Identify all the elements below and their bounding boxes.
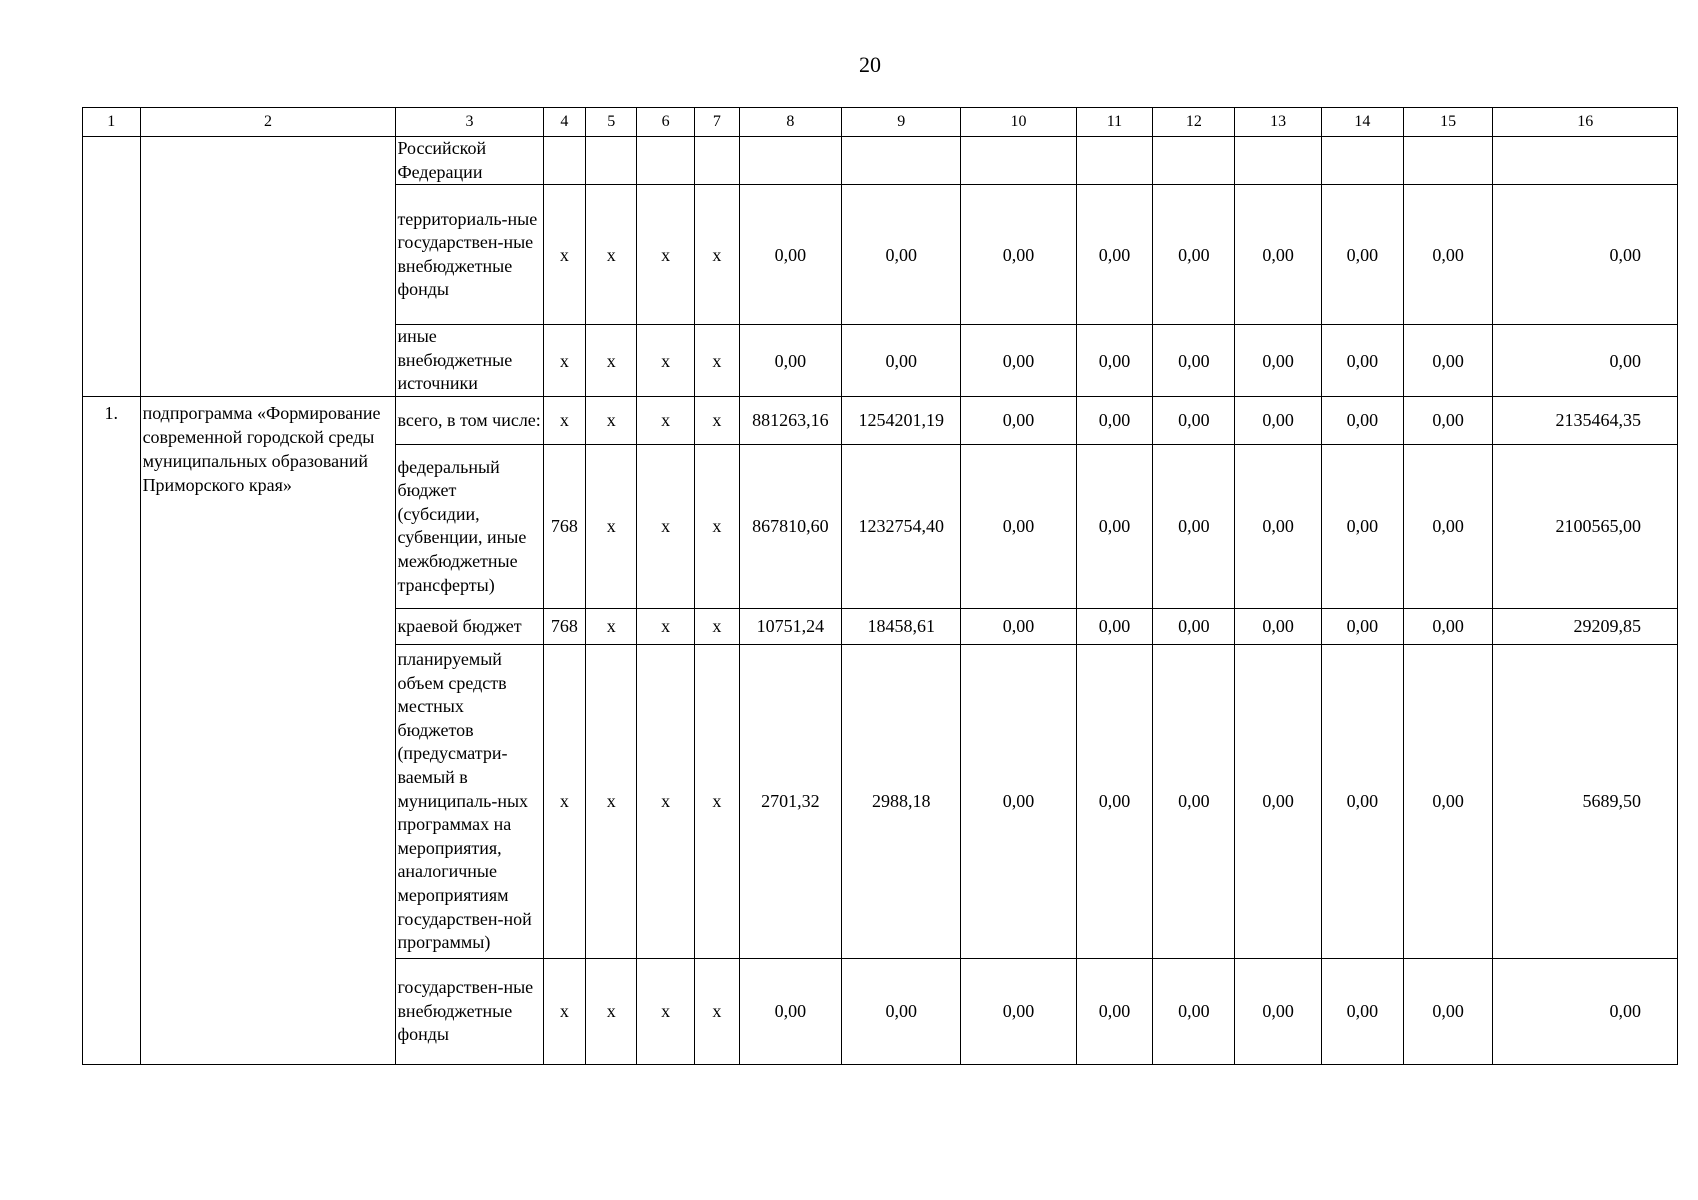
total-cell: 0,00: [1493, 185, 1678, 325]
column-number-5: 5: [586, 108, 637, 137]
value-cell: 0,00: [739, 185, 841, 325]
code-cell: x: [543, 396, 586, 444]
code-cell: x: [637, 325, 695, 397]
funding-source: государствен-ные внебюджетные фонды: [396, 958, 543, 1064]
value-cell: 0,00: [1076, 958, 1153, 1064]
code-cell: x: [694, 958, 739, 1064]
value-cell: 0,00: [1076, 396, 1153, 444]
value-cell: 0,00: [739, 958, 841, 1064]
value-cell: 0,00: [1321, 185, 1403, 325]
value-cell: [1403, 137, 1493, 185]
total-cell: 29209,85: [1493, 608, 1678, 644]
column-number-7: 7: [694, 108, 739, 137]
value-cell: 0,00: [1235, 644, 1321, 958]
code-cell: [637, 137, 695, 185]
funding-source: всего, в том числе:: [396, 396, 543, 444]
funding-source: территориаль-ные государствен-ные внебюджетные фонды: [396, 185, 543, 325]
subprogram-title: подпрограмма «Формирование современной городской среды муниципальных образований Приморского края»: [140, 396, 396, 1064]
total-cell: 0,00: [1493, 325, 1678, 397]
code-cell: x: [586, 644, 637, 958]
code-cell: 768: [543, 444, 586, 608]
value-cell: 0,00: [1403, 396, 1493, 444]
value-cell: 0,00: [1153, 396, 1235, 444]
code-cell: x: [586, 958, 637, 1064]
value-cell: 0,00: [1153, 608, 1235, 644]
table-body: [83, 108, 1678, 1065]
code-cell: x: [637, 644, 695, 958]
code-cell: x: [586, 396, 637, 444]
value-cell: 0,00: [1235, 396, 1321, 444]
column-number-13: 13: [1235, 108, 1321, 137]
value-cell: 0,00: [1235, 444, 1321, 608]
code-cell: [694, 137, 739, 185]
column-number-15: 15: [1403, 108, 1493, 137]
total-cell: 2135464,35: [1493, 396, 1678, 444]
value-cell: [842, 137, 961, 185]
value-cell: 0,00: [1403, 958, 1493, 1064]
code-cell: x: [637, 444, 695, 608]
code-cell: x: [694, 444, 739, 608]
code-cell: x: [586, 444, 637, 608]
code-cell: x: [586, 185, 637, 325]
column-number-8: 8: [739, 108, 841, 137]
table-row: [83, 396, 1678, 444]
value-cell: 0,00: [842, 185, 961, 325]
value-cell: [1153, 137, 1235, 185]
column-number-4: 4: [543, 108, 586, 137]
code-cell: [586, 137, 637, 185]
number-cell-empty: [83, 137, 141, 397]
value-cell: 0,00: [1153, 185, 1235, 325]
code-cell: x: [694, 396, 739, 444]
code-cell: x: [543, 644, 586, 958]
column-number-16: 16: [1493, 108, 1678, 137]
budget-table: [82, 107, 1678, 1065]
value-cell: 0,00: [1403, 444, 1493, 608]
value-cell: 0,00: [1403, 325, 1493, 397]
value-cell: 0,00: [961, 396, 1076, 444]
code-cell: x: [543, 185, 586, 325]
value-cell: [1076, 137, 1153, 185]
value-cell: [1321, 137, 1403, 185]
value-cell: 0,00: [1076, 644, 1153, 958]
funding-source: федеральный бюджет (субсидии, субвенции, иные межбюджетные трансферты): [396, 444, 543, 608]
value-cell: 0,00: [1235, 608, 1321, 644]
value-cell: 2701,32: [739, 644, 841, 958]
code-cell: x: [637, 958, 695, 1064]
code-cell: x: [637, 608, 695, 644]
column-number-1: 1: [83, 108, 141, 137]
table-row: [83, 137, 1678, 185]
code-cell: x: [543, 958, 586, 1064]
value-cell: [961, 137, 1076, 185]
value-cell: 1254201,19: [842, 396, 961, 444]
subprogram-number: 1.: [83, 396, 141, 1064]
value-cell: 0,00: [1153, 644, 1235, 958]
column-number-10: 10: [961, 108, 1076, 137]
value-cell: 0,00: [961, 185, 1076, 325]
value-cell: 867810,60: [739, 444, 841, 608]
value-cell: 0,00: [1321, 444, 1403, 608]
value-cell: 881263,16: [739, 396, 841, 444]
value-cell: 1232754,40: [842, 444, 961, 608]
value-cell: 0,00: [1153, 958, 1235, 1064]
value-cell: 0,00: [1076, 325, 1153, 397]
code-cell: x: [694, 185, 739, 325]
value-cell: 0,00: [1076, 444, 1153, 608]
value-cell: 10751,24: [739, 608, 841, 644]
value-cell: 0,00: [1235, 325, 1321, 397]
column-number-2: 2: [140, 108, 396, 137]
value-cell: 0,00: [1235, 958, 1321, 1064]
value-cell: 0,00: [1321, 325, 1403, 397]
total-cell: [1493, 137, 1678, 185]
value-cell: 0,00: [739, 325, 841, 397]
code-cell: x: [694, 608, 739, 644]
funding-source: краевой бюджет: [396, 608, 543, 644]
code-cell: x: [543, 325, 586, 397]
value-cell: 0,00: [1321, 396, 1403, 444]
value-cell: 2988,18: [842, 644, 961, 958]
value-cell: 0,00: [842, 325, 961, 397]
column-number-3: 3: [396, 108, 543, 137]
total-cell: 5689,50: [1493, 644, 1678, 958]
page-number: 20: [859, 52, 881, 77]
total-cell: 0,00: [1493, 958, 1678, 1064]
column-number-row: [83, 108, 1678, 137]
value-cell: 0,00: [1321, 644, 1403, 958]
value-cell: [1235, 137, 1321, 185]
code-cell: 768: [543, 608, 586, 644]
value-cell: 0,00: [1403, 644, 1493, 958]
column-number-6: 6: [637, 108, 695, 137]
description-cell-empty: [140, 137, 396, 397]
code-cell: x: [637, 185, 695, 325]
value-cell: 0,00: [1076, 608, 1153, 644]
column-number-14: 14: [1321, 108, 1403, 137]
value-cell: 0,00: [1076, 185, 1153, 325]
code-cell: x: [586, 608, 637, 644]
value-cell: 0,00: [961, 444, 1076, 608]
column-number-11: 11: [1076, 108, 1153, 137]
value-cell: 0,00: [1153, 444, 1235, 608]
funding-source: Российской Федерации: [396, 137, 543, 185]
value-cell: 0,00: [1235, 185, 1321, 325]
code-cell: x: [637, 396, 695, 444]
value-cell: 0,00: [961, 608, 1076, 644]
value-cell: 0,00: [961, 958, 1076, 1064]
code-cell: x: [694, 644, 739, 958]
value-cell: 0,00: [1321, 608, 1403, 644]
value-cell: 0,00: [961, 325, 1076, 397]
value-cell: 0,00: [1403, 185, 1493, 325]
value-cell: 0,00: [842, 958, 961, 1064]
value-cell: 0,00: [1153, 325, 1235, 397]
code-cell: x: [586, 325, 637, 397]
code-cell: x: [694, 325, 739, 397]
funding-source: планируемый объем средств местных бюджетов (предусматри-ваемый в муниципаль-ных программах на мероприятия, аналогичные мероприятиям государствен-ной программы): [396, 644, 543, 958]
value-cell: 0,00: [1321, 958, 1403, 1064]
funding-source: иные внебюджетные источники: [396, 325, 543, 397]
value-cell: 0,00: [961, 644, 1076, 958]
value-cell: 0,00: [1403, 608, 1493, 644]
value-cell: 18458,61: [842, 608, 961, 644]
column-number-12: 12: [1153, 108, 1235, 137]
code-cell: [543, 137, 586, 185]
column-number-9: 9: [842, 108, 961, 137]
value-cell: [739, 137, 841, 185]
total-cell: 2100565,00: [1493, 444, 1678, 608]
